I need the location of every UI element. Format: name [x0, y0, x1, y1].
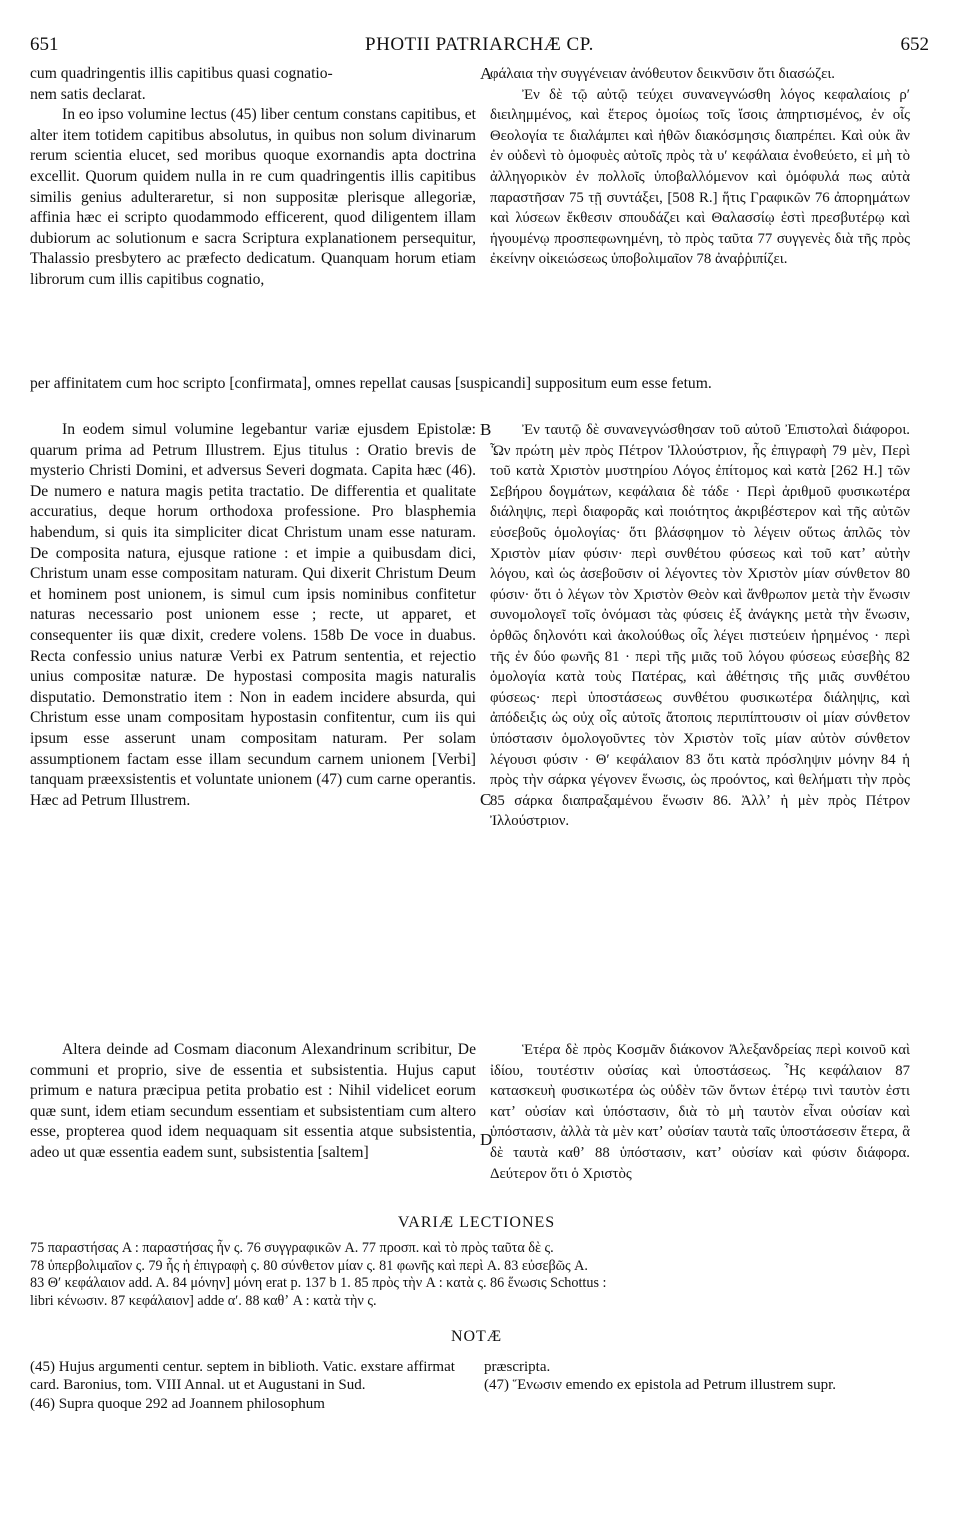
page-number-right: 652: [900, 34, 929, 55]
page-number-left: 651: [30, 34, 59, 55]
greek-paragraph: φάλαια τὴν συγγένειαν ἀνόθευτον δεικνῦσιν ὅτι διασώζει.: [490, 66, 836, 82]
notes-left-column: [30, 1358, 470, 1413]
note-item: (45) Hujus argumenti centur. septem in biblioth. Vatic. exstare affirmat card. Baronius, tom. VIII Annal. ut et Augustani in Sud.: [30, 1359, 455, 1394]
greek-paragraph: Ἐν δὲ τῷ αὐτῷ τεύχει συνανεγνώσθη λόγος κεφαλαίοις ρʹ διειλημμένος, καὶ ἕτερος ὁμοίως τοῖς ἴσοις ἀπηρτισμένος, ἐν οἷς Θεολογία τε διαλάμπει καὶ ἠθῶν διακόσμησις διαπρέπει. Καὶ οὐκ ἂν ἐν οὐδενὶ τὸ ὁμοφυὲς αὐτοῖς πρὸς τὰ υʹ κεφάλαια ἐνοθεύετο, εἰ μὴ τὸ ἀλληγορικὸν ἐν πολλοῖς ὑποβαλλόμενον καὶ ὁμόφυλά πως αὐτὰ παραστῆσαν 75 τῇ συντάξει, [508 R.] ἥτις Γραφικῶν 76 ἀπορημάτων καὶ λύσεων ἔκθεσιν σπουδάζει καὶ Θαλασσίῳ ἐστὶ πρεσβυτέρῳ καὶ ἡγουμένῳ προσπεφωνημένη, τὸ πρὸς ταῦτα 77 συγγενὲς διὰ τῆς πρὸς ἐκείνην οἰκειώσεως ὑποβολιμαῖον 78 ἀναῤῥιπίζει.: [490, 86, 910, 268]
latin-column-block-2: In eodem simul volumine legebantur variæ ejusdem Epistolæ: quarum prima ad Petrum Illustrem. Ejus titulus : Oratio brevis de mysterio Christi Domini, et adversus Severi dogmata. Capita hæc (46). De numero e natura magis petita tractatio. De differentia et qualitate accuratius, deque horum orthodoxa professione. Pro blasphemia habendum, si quis ita simpliciter dicat Christum unam esse naturam. De composita natura, ejusque ratione : et impie a quibusdam dici, Christum unam esse compositam naturam. Qui dixerit Christum Deum et hominem post unionem, is simul cum ipsis nominibus confitetur naturas necessario post unionem esse ; recte, ut apparet, et consequenter iis quæ dixit, credere volens. 158b De voce in duabus. Recta confessio unius naturæ Verbi ex Patrum sententia, et rejectio unius compositæ naturæ. De hypostasi composita magis naturalis disputatio. Demonstratio item : Non in eadem incidere absurda, qui Christum esse unam compositam hypostasin confitentur, cum iis qui ipsum esse asserunt unam compositam naturam. Per solam assumptionem factam esse illam secundum carnem unionem [Verbi] tanquam præexsistentis et voluntate unionem (47) cum carne operantis. Hæc ad Petrum Illustrem.: [30, 421, 476, 809]
running-title: PHOTII PATRIARCHÆ CP.: [365, 34, 594, 55]
notae-title: NOTÆ: [450, 1328, 503, 1345]
variae-lectiones-title: VARIÆ LECTIONES: [397, 1214, 556, 1231]
latin-paragraph: cum quadringentis illis capitibus quasi cognatio-: [30, 65, 333, 82]
margin-letter-b: B: [480, 420, 492, 439]
latin-column-block-1: [30, 64, 476, 291]
margin-letter-a: A: [480, 64, 493, 83]
variae-lectiones: [30, 1240, 923, 1310]
margin-letter-d: D: [480, 1130, 493, 1149]
full-width-line: per affinitatem cum hoc scripto [confirmata], omnes repellat causas [suspicandi] suppositum eum esse fetum.: [30, 375, 712, 392]
greek-column-block-3: Ἑτέρα δὲ πρὸς Κοσμᾶν διάκονον Ἀλεξανδρείας περὶ κοινοῦ καὶ ἰδίου, τουτέστιν οὐσίας καὶ ὑποστάσεως. Ἧς κεφάλαιον 87 κατασκευὴ φυσικωτέρα ὡς οὐδὲν τῶν ὄντων ἑτέρῳ τινὶ ταυτὸν ἐστι κατʼ οὐσίαν καὶ ὑπόστασιν, διὰ τὸ μὴ ταυτὸν εἶναι οὐσίαν καὶ ὑπόστασιν, ἀλλὰ τὰ μὲν κατʼ οὐσίαν ταυτὰ ταῖς ὑποστάσεσιν ἕτερα, ἃ δὲ ταυτὰ καθʼ 88 ὑπόστασιν, κατʼ οὐσίαν καὶ φύσιν διάφορα. Δεύτερον ὅτι ὁ Χριστὸς: [490, 1042, 910, 1182]
variant-line: 75 παραστήσας A : παραστήσας ἦν ς. 76 συγγραφικῶν A. 77 προσπ. καὶ τὸ πρὸς ταῦτα δὲ ς.: [30, 1240, 554, 1256]
note-item: præscripta.: [484, 1359, 551, 1375]
variant-line: 78 ὑπερβολιμαῖον ς. 79 ἧς ἡ ἐπιγραφὴ ς. 80 σύνθετον μίαν ς. 81 φωνῆς καὶ περὶ A. 83 εὐσεβῶς A.: [30, 1257, 588, 1274]
note-item: (46) Supra quoque 292 ad Joannem philosophum: [30, 1395, 325, 1412]
note-item: (47) Ἕνωσιν emendo ex epistola ad Petrum illustrem supr.: [484, 1377, 836, 1394]
running-header: [30, 34, 929, 58]
latin-paragraph: In eo ipso volumine lectus (45) liber centum constans capitibus, et alter item totidem capitibus absolutus, in quibus non solum divinarum rerum scientia elucet, sed moribus quoque exornandis apta doctrina excellit. Quorum quidem nulla in re cum quadringentis illis capitibus similis genius adulteraretur, si non suppositæ plerisque allegoriæ, affinia hæc ei scripto quodammodo efficerent, quod diligentem illam dubiorum ac solutionum e sacra Scriptura explanationem persequitur, Thalassio presbytero ac præfecto dedicatum. Quanquam horum etiam librorum cum illis capitibus cognatio,: [30, 106, 476, 288]
latin-paragraph: nem satis declarat.: [30, 85, 146, 103]
variant-line: 83 Θʹ κεφάλαιον add. A. 84 μόνην] μόνη erat p. 137 b 1. 85 πρὸς τὴν A : κατὰ ς. 86 ἕνωσις Schottus :: [30, 1275, 607, 1292]
greek-column-block-1: [490, 64, 910, 270]
notes-right-column: [484, 1358, 914, 1395]
variant-line: libri κένωσιν. 87 κεφάλαιον] adde αʹ. 88 καθʼ A : κατὰ τὴν ς.: [30, 1292, 377, 1309]
margin-letter-c: C: [480, 790, 492, 809]
greek-column-block-2: Ἐν ταυτῷ δὲ συνανεγνώσθησαν τοῦ αὐτοῦ Ἐπιστολαὶ διάφοροι. Ὧν πρώτη μὲν πρὸς Πέτρον Ἰλλούστριον, ἧς ἐπιγραφὴ 79 μὲν, Περὶ τοῦ κατὰ Χριστὸν μυστηρίου Λόγος ἐπίτομος καὶ κατὰ [262 H.] τῶν Σεβήρου δογμάτων, κεφάλαια δὲ τάδε · Περὶ ἀριθμοῦ φυσικωτέρα διάληψις, περὶ διαφορᾶς καὶ ποιότητος ἀκριβέστερον καὶ τῆς αὐτῶν εὐσεβοῦς ὁμολογίας· ὅτι βλάσφημον τὸ λέγειν οὕτως ἁπλῶς τὸν Χριστὸν μίαν φύσιν· περὶ συνθέτου φύσεως καὶ τοῦ κατʼ αὐτὴν λόγου, καὶ ὡς ἀσεβοῦσιν οἱ λέγοντες τὸν Χριστὸν μίαν σύνθετον 80 φύσιν· ὅτι ὁ λέγων τὸν Χριστὸν Θεὸν καὶ ἄνθρωπον μετὰ τὴν ἕνωσιν συνομολογεῖ τοῖς ὀνόμασι τὰς φύσεις ἐξ ἀνάγκης μετὰ τὴν ἕνωσιν, ὀρθῶς δηλονότι καὶ ἀκολούθως οἷς λέγει πιστεύειν ἡρημένος · περὶ τῆς ἐν δύο φωνῆς 81 · περὶ τῆς μιᾶς τοῦ λόγου φύσεως εὐσεβὴς 82 ὁμολογία κατὰ τοὺς Πατέρας, καὶ ἀθέτησις τῆς μιᾶς συνθέτου φύσεως· περὶ ὑποστάσεως συνθέτου φυσικωτέρα διάληψις, καὶ ἀπόδειξις ὡς οὐχ οἷς αὐτοῖς ἄτοποις περιπίπτουσιν οἱ μίαν σύνθετον ὑπόστασιν ὁμολογοῦντες τὸν Χριστὸν τοῖς μίαν αὐτὸν σύνθετον λέγουσι φύσιν · Θʹ κεφάλαιον 83 ὅτι κατὰ πρόσληψιν μόνην 84 ἡ πρὸς τὴν σάρκα γέγονεν ἕνωσις, ὡς προόντος, καὶ θελήματι τὴν πρὸς 85 σάρκα διαπραξαμένου ἕνωσιν 86. Ἀλλʼ ἡ μὲν πρὸς Πέτρον Ἰλλούστριον.: [490, 422, 910, 830]
latin-column-block-3: Altera deinde ad Cosmam diaconum Alexandrinum scribitur, De communi et proprio, sive de essentia et subsistentia. Hujus caput primum e natura præcipua petita probatio est : Nihil videlicet eorum quæ sunt, idem etiam secundum essentiam et subsistentiam cum altero esse, propterea quod idem nequaquam sit essentia atque subsistentia, adeo ut quæ essentia eadem sunt, subsistentia [saltem]: [30, 1041, 476, 1161]
